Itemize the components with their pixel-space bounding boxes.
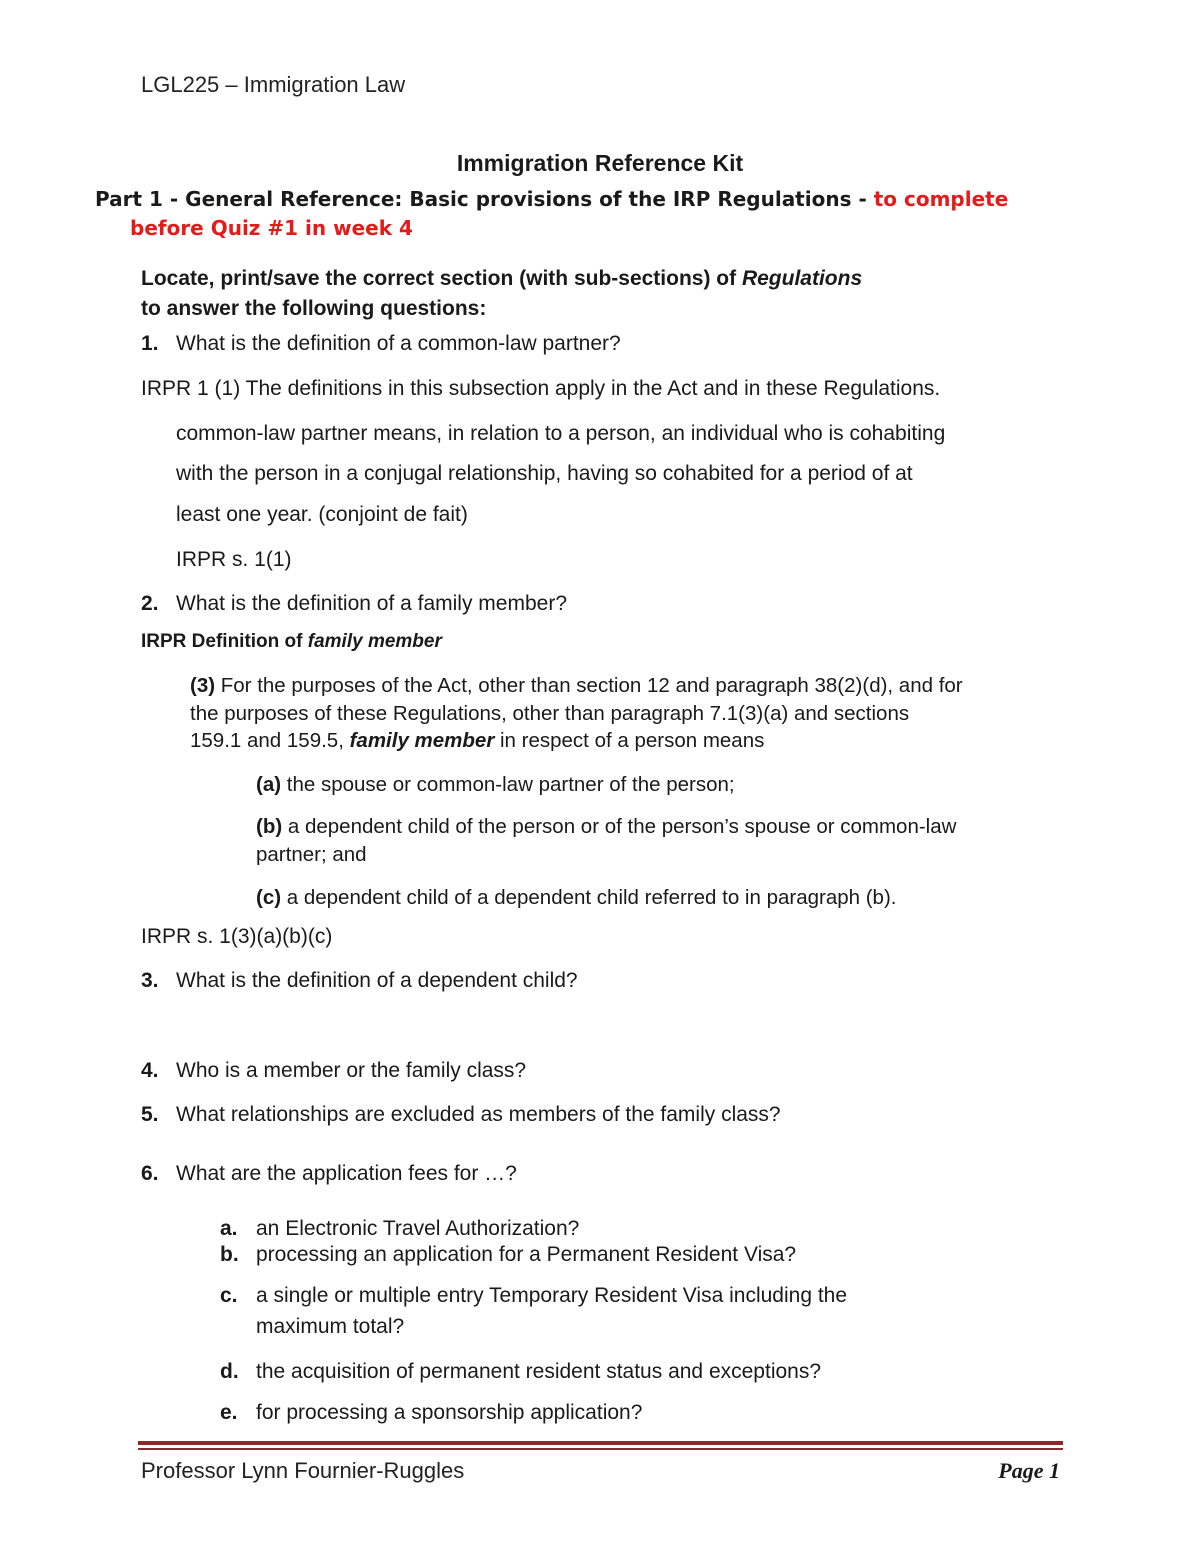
q2-def-heading-text: IRPR Definition of xyxy=(141,631,308,652)
q6-item-a-label xyxy=(220,1217,238,1241)
q2-paragraph-3-line1 xyxy=(190,674,963,698)
q6-item-c-letter: c. xyxy=(220,1284,238,1307)
q6-item-b-letter: b. xyxy=(220,1243,239,1266)
q2-p3-line3-prefix: 159.1 and 159.5, xyxy=(190,729,350,752)
question-6 xyxy=(141,1162,159,1186)
question-6-text: What are the application fees for …? xyxy=(176,1162,517,1185)
instructions-line2: to answer the following questions: xyxy=(141,297,487,320)
instructions-italic: Regulations xyxy=(741,267,863,290)
q6-item-a-letter: a. xyxy=(220,1217,238,1240)
footer-professor: Professor Lynn Fournier-Ruggles xyxy=(141,1458,465,1483)
question-4 xyxy=(141,1059,159,1083)
part1-heading-line1 xyxy=(95,187,1008,211)
q6-item-b-label xyxy=(220,1243,239,1267)
question-3 xyxy=(141,969,159,993)
q2-p3-line3-suffix: in respect of a person means xyxy=(494,729,765,752)
q2-item-a-text: the spouse or common-law partner of the person; xyxy=(281,773,735,796)
footer-page-number: Page 1 xyxy=(998,1458,1060,1483)
question-5-text: What relationships are excluded as members of the family class? xyxy=(176,1103,781,1126)
question-2-number: 2. xyxy=(141,592,159,615)
q6-item-b-text: processing an application for a Permanent Resident Visa? xyxy=(256,1243,797,1266)
footer-rule-thick xyxy=(138,1441,1063,1445)
q2-item-b-line2: partner; and xyxy=(256,843,367,866)
q6-item-d-letter: d. xyxy=(220,1360,239,1383)
q6-item-d-text: the acquisition of permanent resident status and exceptions? xyxy=(256,1360,822,1383)
q2-item-c-text: a dependent child of a dependent child referred to in paragraph (b). xyxy=(281,886,897,909)
q6-item-d-label xyxy=(220,1360,239,1384)
course-header: LGL225 – Immigration Law xyxy=(141,72,406,97)
q2-item-c xyxy=(256,886,896,910)
q2-item-b-text: a dependent child of the person or of the person’s spouse or common-law xyxy=(282,815,957,838)
q2-p3-line1-text: For the purposes of the Act, other than section 12 and paragraph 38(2)(d), and for xyxy=(215,674,963,697)
part1-heading-text: Part 1 - General Reference: Basic provisions of the IRP Regulations - xyxy=(95,187,874,211)
question-4-number: 4. xyxy=(141,1059,159,1082)
q1-answer-intro: IRPR 1 (1) The definitions in this subsection apply in the Act and in these Regulations. xyxy=(141,377,941,400)
q2-p3-label: (3) xyxy=(190,674,216,697)
q6-item-c-label xyxy=(220,1284,238,1308)
q2-item-c-label: (c) xyxy=(256,886,282,909)
question-5-number: 5. xyxy=(141,1103,159,1126)
document-title: Immigration Reference Kit xyxy=(456,150,744,176)
q2-citation: IRPR s. 1(3)(a)(b)(c) xyxy=(141,925,333,948)
q2-paragraph-3-line2: the purposes of these Regulations, other than paragraph 7.1(3)(a) and sections xyxy=(190,702,910,725)
q1-definition-line1: common-law partner means, in relation to a person, an individual who is cohabiting xyxy=(176,422,946,445)
q1-definition-line2: with the person in a conjugal relationship, having so cohabited for a period of at xyxy=(176,462,913,485)
question-2 xyxy=(141,592,159,616)
part1-heading-red-1: to complete xyxy=(873,187,1009,211)
question-4-text: Who is a member or the family class? xyxy=(176,1059,527,1082)
q6-item-c-text-line2: maximum total? xyxy=(256,1315,405,1338)
question-3-number: 3. xyxy=(141,969,159,992)
q2-item-a xyxy=(256,773,735,797)
question-3-text: What is the definition of a dependent child? xyxy=(176,969,578,992)
q6-item-e-letter: e. xyxy=(220,1401,238,1424)
q2-definition-heading xyxy=(141,631,442,653)
question-2-text: What is the definition of a family member? xyxy=(176,592,568,615)
question-1-number: 1. xyxy=(141,332,159,355)
question-5 xyxy=(141,1103,159,1127)
q2-item-b xyxy=(256,815,956,839)
q1-citation: IRPR s. 1(1) xyxy=(176,548,292,571)
q2-def-heading-italic: family member xyxy=(307,631,442,652)
q6-item-e-label xyxy=(220,1401,238,1425)
q2-item-b-label: (b) xyxy=(256,815,283,838)
question-1-text: What is the definition of a common-law partner? xyxy=(176,332,621,355)
q1-definition-line3: least one year. (conjoint de fait) xyxy=(176,503,468,526)
instructions-line1-text: Locate, print/save the correct section (with sub-sections) of xyxy=(141,267,742,290)
instructions-line1 xyxy=(141,267,862,291)
q2-p3-family-member: family member xyxy=(349,729,495,752)
footer-rule-thin xyxy=(138,1448,1063,1450)
question-6-number: 6. xyxy=(141,1162,159,1185)
q6-item-c-text: a single or multiple entry Temporary Resident Visa including the xyxy=(256,1284,848,1307)
q6-item-a-text: an Electronic Travel Authorization? xyxy=(256,1217,580,1240)
q6-item-e-text: for processing a sponsorship application? xyxy=(256,1401,643,1424)
part1-heading-red-2: before Quiz #1 in week 4 xyxy=(130,216,413,240)
q2-item-a-label: (a) xyxy=(256,773,282,796)
q2-paragraph-3-line3 xyxy=(190,729,764,753)
question-1 xyxy=(141,332,159,356)
